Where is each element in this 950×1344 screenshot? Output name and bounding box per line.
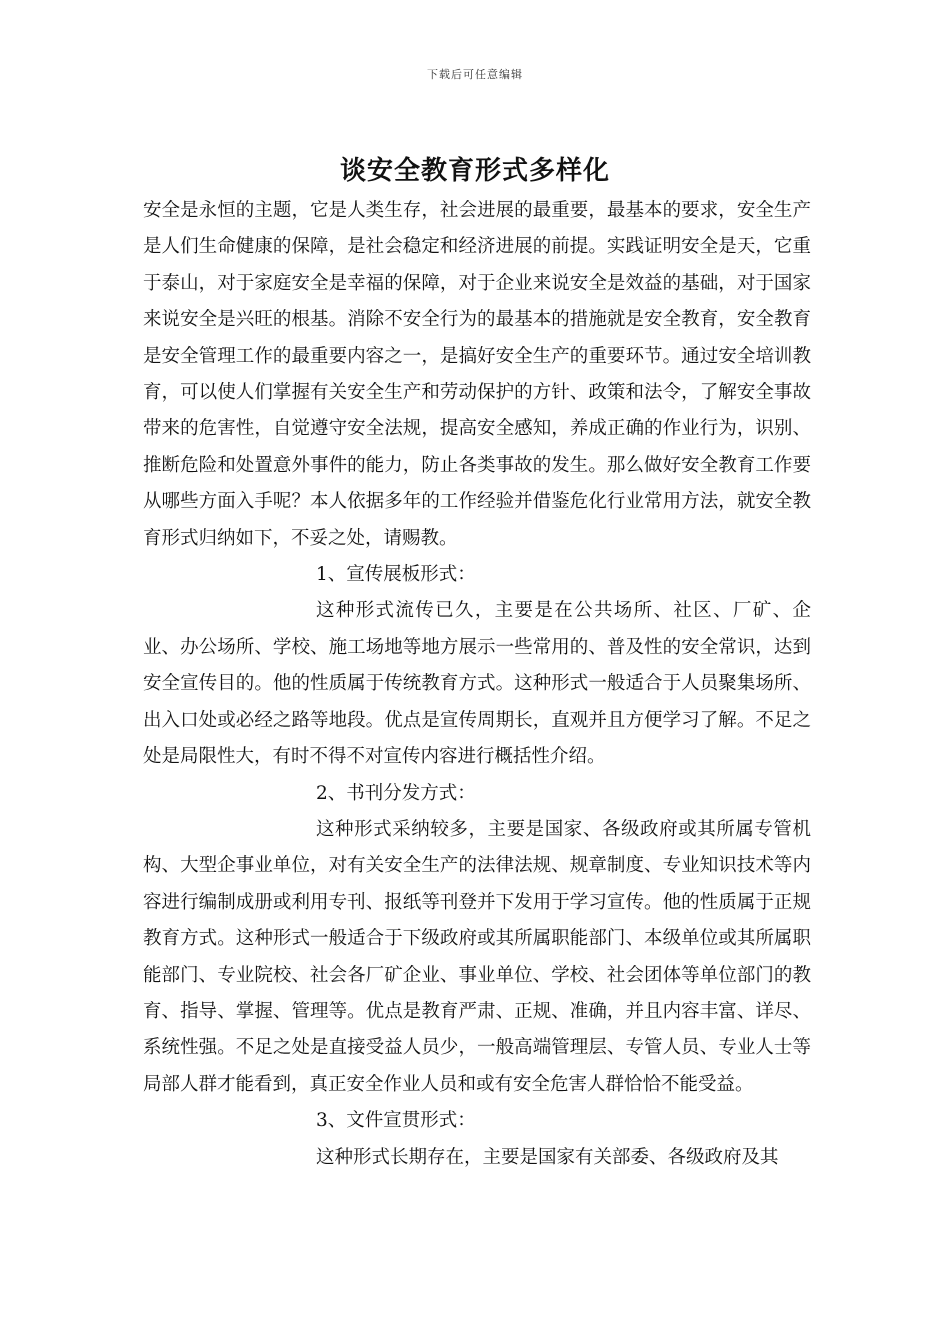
document-title: 谈安全教育形式多样化 <box>339 156 610 186</box>
section-body-1: 这种形式流传已久，主要是在公共场所、社区、厂矿、企业、办公场所、学校、施工场地等地方展示一些常用的、普及性的安全常识，达到安全宣传目的。他的性质属于传统教育方式。这种形式一般适合于人员聚集场所、出入口处或必经之路等地段。优点是宣传周期长，直观并且方便学习了解。不足之处是局限性大，有时不得不对宣传内容进行概括性介绍。 <box>143 600 811 768</box>
section-heading-3: 3、文件宣贯形式： <box>316 1110 476 1132</box>
section-heading-1: 1、宣传展板形式： <box>316 564 476 586</box>
section-body-2: 这种形式采纳较多，主要是国家、各级政府或其所属专管机构、大型企事业单位，对有关安全生产的法律法规、规章制度、专业知识技术等内容进行编制成册或利用专刊、报纸等刊登并下发用于学习宣传。他的性质属于正规教育方式。这种形式一般适合于下级政府或其所属职能部门、本级单位或其所属职能部门、专业院校、社会各厂矿企业、事业单位、学校、社会团体等单位部门的教育、指导、掌握、管理等。优点是教育严肃、正规、准确，并且内容丰富、详尽、系统性强。不足之处是直接受益人员少，一般高端管理层、专管人员、专业人士等局部人群才能看到，真正安全作业人员和或有安全危害人群恰恰不能受益。 <box>143 818 811 1095</box>
document-body <box>143 193 811 1176</box>
section-body-3: 这种形式长期存在，主要是国家有关部委、各级政府及其 <box>316 1146 779 1168</box>
header-note: 下载后可任意编辑 <box>427 68 523 81</box>
intro-paragraph: 安全是永恒的主题，它是人类生存，社会进展的最重要，最基本的要求，安全生产是人们生命健康的保障，是社会稳定和经济进展的前提。实践证明安全是天，它重于泰山，对于家庭安全是幸福的保障，对于企业来说安全是效益的基础，对于国家来说安全是兴旺的根基。消除不安全行为的最基本的措施就是安全教育，安全教育是安全管理工作的最重要内容之一，是搞好安全生产的重要环节。通过安全培训教育，可以使人们掌握有关安全生产和劳动保护的方针、政策和法令，了解安全事故带来的危害性，自觉遵守安全法规，提高安全感知，养成正确的作业行为，识别、推断危险和处置意外事件的能力，防止各类事故的发生。那么做好安全教育工作要从哪些方面入手呢？本人依据多年的工作经验并借鉴危化行业常用方法，就安全教育形式归纳如下，不妥之处，请赐教。 <box>143 200 811 549</box>
section-heading-2: 2、书刊分发方式： <box>316 782 476 804</box>
